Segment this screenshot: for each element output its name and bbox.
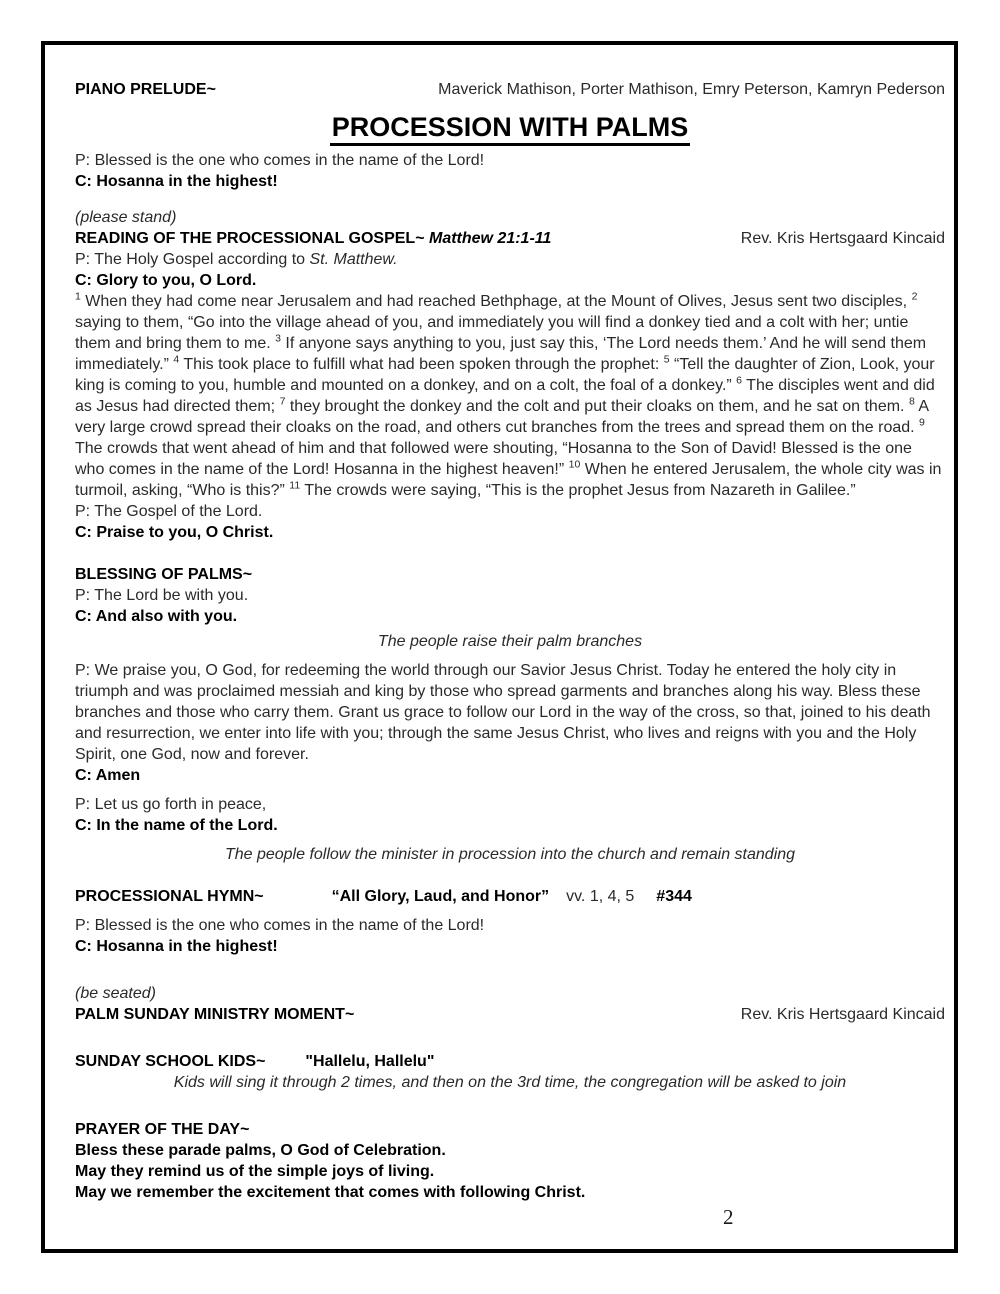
processional-hymn-label: PROCESSIONAL HYMN~ — [75, 888, 264, 905]
gospel-leader: Rev. Kris Hertsgaard Kincaid — [740, 230, 945, 247]
prayer-of-day-line: Bless these parade palms, O God of Celebration. — [75, 1142, 446, 1159]
gospel-closing-response: C: Praise to you, O Christ. — [75, 524, 274, 541]
hymn-title: “All Glory, Laud, and Honor” — [331, 888, 550, 905]
gospel-announce-response: C: Glory to you, O Lord. — [75, 272, 257, 289]
hymn-versicle: P: Blessed is the one who comes in the name of the Lord! — [75, 917, 485, 934]
gospel-reference: Matthew 21:1-11 — [428, 230, 552, 247]
prayer-of-day-line: May they remind us of the simple joys of living. — [75, 1163, 435, 1180]
verse-number: 8 — [908, 395, 915, 408]
sunday-school-row — [75, 1051, 945, 1072]
verse-number: 3 — [275, 332, 281, 345]
procession-title-wrap — [75, 113, 945, 146]
verse-number: 5 — [663, 353, 670, 366]
verse-text: If anyone says anything to you, just say this, ‘The Lord needs them.’ And he will send them immediately.” — [75, 335, 927, 373]
gospel-heading-row — [75, 228, 945, 249]
piano-prelude-musicians: Maverick Mathison, Porter Mathison, Emry Peterson, Kamryn Pederson — [438, 81, 945, 98]
page-border-frame — [41, 41, 958, 1253]
verse-text: The crowds were saying, “This is the prophet Jesus from Nazareth in Galilee.” — [304, 482, 856, 499]
verse-number: 9 — [919, 416, 925, 429]
page-number: 2 — [723, 1205, 734, 1229]
verse-text: saying to them, “Go into the village ahead of you, and immediately you will find a donkey tied and a colt with her; untie them and bring them to me. — [75, 314, 909, 352]
sunday-school-note: Kids will sing it through 2 times, and then on the 3rd time, the congregation will be asked to join — [173, 1074, 847, 1091]
sunday-school-song: "Hallelu, Hallelu" — [305, 1053, 435, 1070]
hymn-number: #344 — [656, 888, 692, 905]
verse-text: The crowds that went ahead of him and that followed were shouting, “Hosanna to the Son of David! Blessed is the one who comes in the name of the Lord! Hosanna in the highest heaven!” — [75, 440, 912, 478]
gospel-heading — [75, 228, 551, 249]
sunday-school-label: SUNDAY SCHOOL KIDS~ — [75, 1053, 266, 1070]
procession-title: PROCESSION WITH PALMS — [330, 113, 691, 146]
gospel-label: READING OF THE PROCESSIONAL GOSPEL~ — [75, 230, 425, 247]
gospel-announce-book: St. Matthew. — [309, 251, 398, 268]
piano-prelude-label: PIANO PRELUDE~ — [75, 81, 216, 98]
verse-number: 1 — [75, 290, 81, 303]
ministry-moment-label: PALM SUNDAY MINISTRY MOMENT~ — [75, 1006, 355, 1023]
blessing-amen: C: Amen — [75, 767, 141, 784]
hymn-response: C: Hosanna in the highest! — [75, 938, 278, 955]
blessing-label: BLESSING OF PALMS~ — [75, 566, 253, 583]
verse-text: When he entered Jerusalem, the whole city was in turmoil, asking, “Who is this?” — [75, 461, 942, 499]
gospel-announce-prefix: P: The Holy Gospel according to — [75, 251, 310, 268]
gospel-announcement — [75, 249, 945, 270]
sending-versicle: P: Let us go forth in peace, — [75, 796, 267, 813]
verse-number: 6 — [736, 374, 743, 387]
prayer-of-day-line: May we remember the excitement that comes with following Christ. — [75, 1184, 586, 1201]
piano-prelude-row — [75, 79, 945, 100]
rubric-raise-palms: The people raise their palm branches — [377, 633, 643, 650]
hymn-verse-selection: vv. 1, 4, 5 — [566, 888, 635, 905]
procession-response: C: Hosanna in the highest! — [75, 173, 278, 190]
verse-text: When they had come near Jerusalem and had reached Bethphage, at the Mount of Olives, Jesus sent two disciples, — [85, 293, 908, 310]
verse-text: A very large crowd spread their cloaks on the road, and others cut branches from the trees and spread them on the road. — [75, 398, 929, 436]
prayer-of-day-label: PRAYER OF THE DAY~ — [75, 1121, 250, 1138]
verse-number: 2 — [911, 290, 918, 303]
sending-response: C: In the name of the Lord. — [75, 817, 278, 834]
verse-number: 11 — [289, 479, 301, 492]
blessing-versicle: P: The Lord be with you. — [75, 587, 249, 604]
verse-text: they brought the donkey and the colt and put their cloaks on them, and he sat on them. — [289, 398, 905, 415]
blessing-prayer: P: We praise you, O God, for redeeming the world through our Savior Jesus Christ. Today he entered the holy city in triumph and was proclaimed messiah and king by those who spread garments and branches along his way. Bless these branches and those who carry them. Grant us grace to follow our Lord in the way of the cross, so that, joined to his death and resurrection, we enter into life with you; through the same Jesus Christ, who lives and reigns with you and the Holy Spirit, one God, now and forever. — [75, 662, 931, 763]
ministry-moment-leader: Rev. Kris Hertsgaard Kincaid — [740, 1006, 945, 1023]
verse-number: 4 — [173, 353, 180, 366]
gospel-text — [75, 291, 945, 501]
procession-versicle: P: Blessed is the one who comes in the name of the Lord! — [75, 152, 485, 169]
verse-number: 10 — [568, 458, 581, 471]
rubric-procession-follow: The people follow the minister in procession into the church and remain standing — [224, 846, 796, 863]
verse-text: The disciples went and did as Jesus had directed them; — [75, 377, 935, 415]
verse-text: This took place to fulfill what had been spoken through the prophet: — [183, 356, 660, 373]
ministry-moment-row — [75, 1004, 945, 1025]
blessing-response: C: And also with you. — [75, 608, 238, 625]
verse-text: “Tell the daughter of Zion, Look, your king is coming to you, humble and mounted on a donkey, and on a colt, the foal of a donkey.” — [75, 356, 935, 394]
gospel-closing-versicle: P: The Gospel of the Lord. — [75, 503, 263, 520]
rubric-please-stand: (please stand) — [75, 209, 177, 226]
processional-hymn-row — [75, 886, 945, 907]
rubric-be-seated: (be seated) — [75, 985, 156, 1002]
verse-number: 7 — [279, 395, 286, 408]
